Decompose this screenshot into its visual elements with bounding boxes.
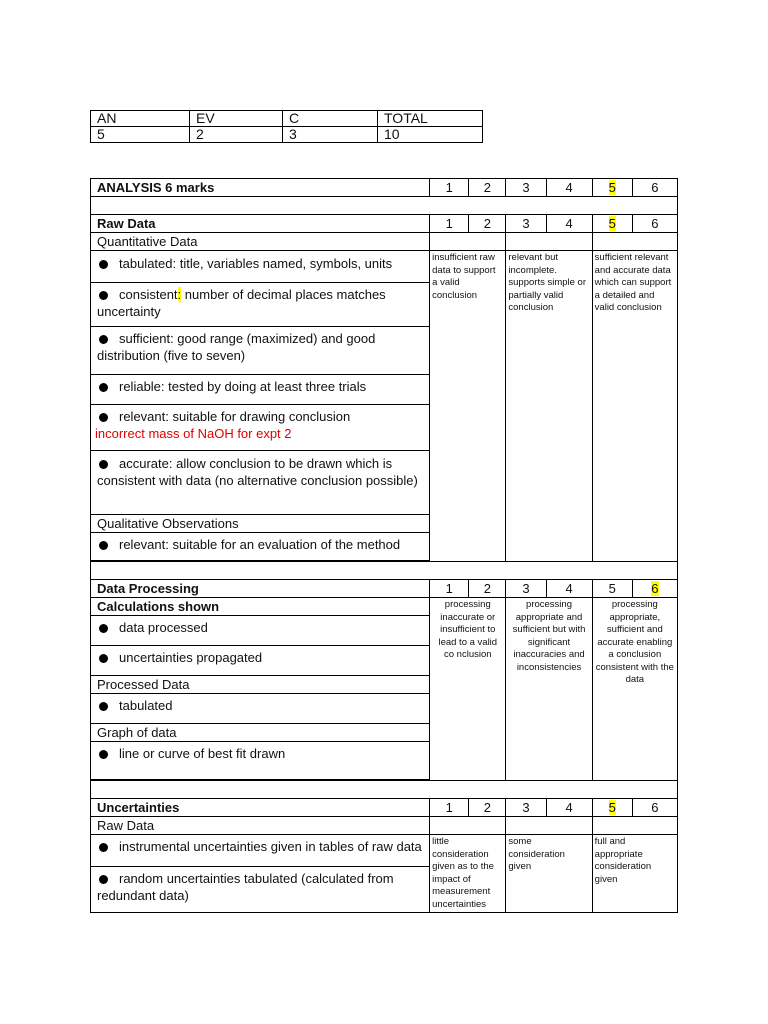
mark-number: 3 <box>506 179 546 197</box>
uncertainties-header-row <box>91 799 678 817</box>
rubric-table <box>90 178 678 913</box>
calculations-label: Calculations shown <box>91 598 430 616</box>
criterion-text: relevant: suitable for an evaluation of the method <box>119 537 401 552</box>
descriptor-low: little consideration given as to the impact of measurement uncertainties <box>430 835 506 913</box>
descriptor-mid: relevant but incomplete. supports simple or partially valid conclusion <box>506 251 592 562</box>
mark-number: 6 <box>632 179 677 197</box>
score-value-row <box>91 127 483 143</box>
score-header: EV <box>190 111 283 127</box>
section-label-row <box>91 817 678 835</box>
mark-number: 3 <box>506 215 546 233</box>
score-value: 5 <box>91 127 190 143</box>
criterion-text: random uncertainties tabulated (calculated from redundant data) <box>97 870 394 903</box>
mark-number-selected: 5 <box>592 179 632 197</box>
mark-number: 4 <box>546 179 592 197</box>
processed-label: Processed Data <box>91 676 430 694</box>
bullet-icon <box>99 654 108 663</box>
score-header: TOTAL <box>378 111 483 127</box>
mark-number-selected: 6 <box>632 580 677 598</box>
bullet-icon <box>99 541 108 550</box>
bullet-icon <box>99 875 108 884</box>
score-value: 10 <box>378 127 483 143</box>
criterion-row <box>91 251 678 283</box>
mark-number-selected: 5 <box>592 799 632 817</box>
criterion-text: line or curve of best fit drawn <box>119 746 286 761</box>
score-header: AN <box>91 111 190 127</box>
mark-number: 3 <box>506 580 546 598</box>
uncertainties-title: Uncertainties <box>91 799 430 817</box>
analysis-header-row <box>91 179 678 197</box>
descriptor-mid: processing appropriate and sufficient but with significant inaccuracies and inconsistencies <box>506 598 592 781</box>
mark-number: 4 <box>546 580 592 598</box>
mark-number: 1 <box>430 799 469 817</box>
mark-number: 4 <box>546 215 592 233</box>
mark-number: 5 <box>592 580 632 598</box>
criterion-text: number of decimal places matches uncertainty <box>97 287 386 319</box>
mark-number: 1 <box>430 580 469 598</box>
score-header-row <box>91 111 483 127</box>
mark-number: 6 <box>632 215 677 233</box>
descriptor-mid: some consideration given <box>506 835 592 913</box>
score-value: 2 <box>190 127 283 143</box>
bullet-icon <box>99 843 108 852</box>
bullet-icon <box>99 291 108 300</box>
quantitative-label: Quantitative Data <box>91 233 430 251</box>
bullet-icon <box>99 460 108 469</box>
spacer-row <box>91 781 678 799</box>
bullet-icon <box>99 335 108 344</box>
criterion-text: sufficient: good range (maximized) and good distribution (five to seven) <box>97 331 376 363</box>
mark-number: 1 <box>430 215 469 233</box>
processing-title: Data Processing <box>91 580 430 598</box>
descriptor-high: full and appropriate consideration given <box>592 835 677 913</box>
teacher-comment: incorrect mass of NaOH for expt 2 <box>95 426 292 441</box>
bullet-icon <box>99 750 108 759</box>
mark-number: 4 <box>546 799 592 817</box>
processing-header-row <box>91 580 678 598</box>
bullet-icon <box>99 702 108 711</box>
descriptor-low: insufficient raw data to support a valid conclusion <box>430 251 506 562</box>
score-table <box>90 110 483 143</box>
mark-number: 2 <box>469 215 506 233</box>
bullet-icon <box>99 260 108 269</box>
bullet-icon <box>99 413 108 422</box>
spacer-row <box>91 562 678 580</box>
mark-number: 2 <box>469 179 506 197</box>
criterion-text: data processed <box>119 620 208 635</box>
criterion-text: relevant: suitable for drawing conclusion <box>119 409 351 424</box>
score-header: C <box>283 111 378 127</box>
criterion-text: tabulated <box>119 698 173 713</box>
bullet-icon <box>99 383 108 392</box>
raw-title: Raw Data <box>91 215 430 233</box>
graph-label: Graph of data <box>91 724 430 742</box>
criterion-text: reliable: tested by doing at least three trials <box>119 379 367 394</box>
criterion-row <box>91 835 678 867</box>
descriptor-high: processing appropriate, sufficient and accurate enabling a conclusion consistent with the data <box>592 598 677 781</box>
score-value: 3 <box>283 127 378 143</box>
mark-number: 6 <box>632 799 677 817</box>
criterion-text: accurate: allow conclusion to be drawn which is consistent with data (no alternative conclusion possible) <box>97 456 418 488</box>
analysis-title: ANALYSIS 6 marks <box>91 179 430 197</box>
raw-header-row <box>91 215 678 233</box>
uncert-raw-label: Raw Data <box>91 817 430 835</box>
mark-number: 2 <box>469 580 506 598</box>
criterion-text: instrumental uncertainties given in tables of raw data <box>119 839 422 854</box>
criterion-text: tabulated: title, variables named, symbols, units <box>119 256 393 271</box>
descriptor-high: sufficient relevant and accurate data which can support a detailed and valid conclusion <box>592 251 677 562</box>
spacer-row <box>91 197 678 215</box>
criterion-text: consistent: <box>119 287 182 302</box>
section-label-row <box>91 598 678 616</box>
mark-number-selected: 5 <box>592 215 632 233</box>
qualitative-label: Qualitative Observations <box>91 515 430 533</box>
mark-number: 3 <box>506 799 546 817</box>
mark-number: 2 <box>469 799 506 817</box>
criterion-text: uncertainties propagated <box>119 650 263 665</box>
bullet-icon <box>99 624 108 633</box>
descriptor-low: processing inaccurate or insufficient to lead to a valid co nclusion <box>430 598 506 781</box>
section-label-row <box>91 233 678 251</box>
mark-number: 1 <box>430 179 469 197</box>
